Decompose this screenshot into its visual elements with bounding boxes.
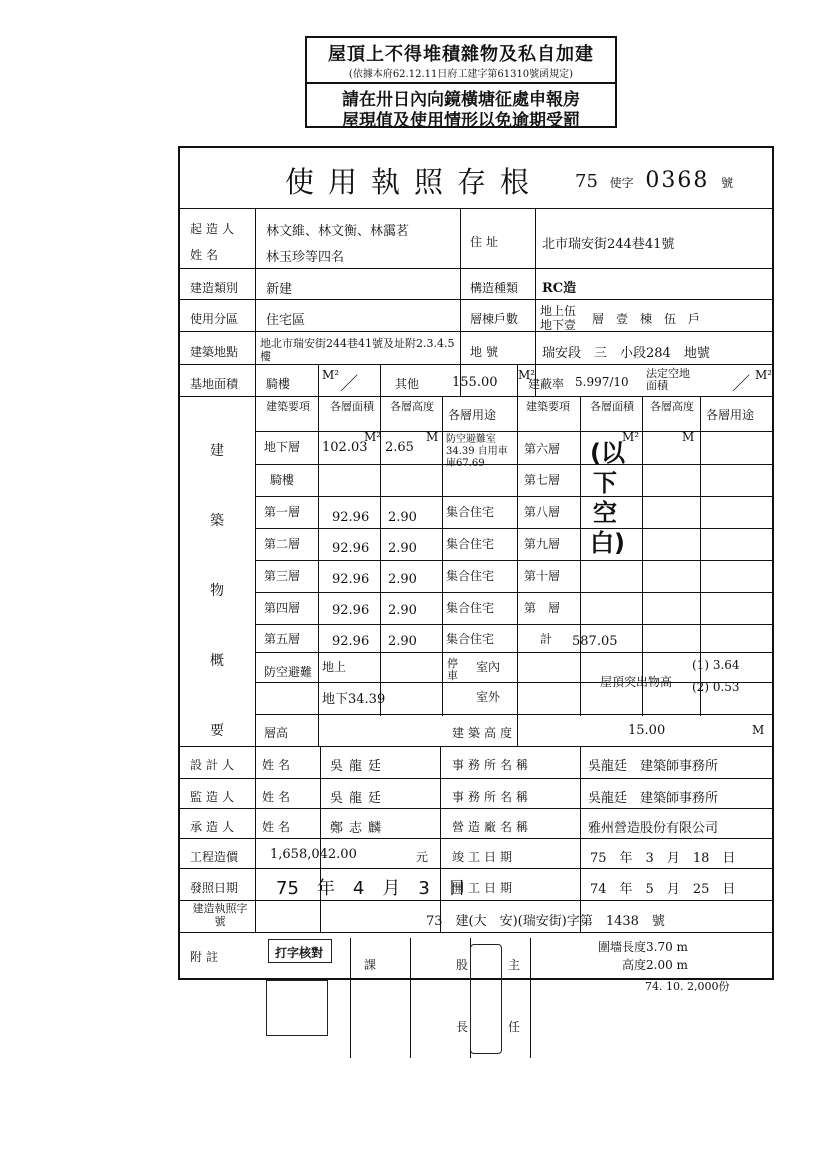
factory-name: 雅州營造股份有限公司 xyxy=(588,821,719,836)
col-line xyxy=(410,938,411,1058)
floor-height: 2.90 xyxy=(388,634,417,649)
name-label: 姓名 xyxy=(190,248,223,262)
notes-label: 附註 xyxy=(190,950,223,964)
parking-outdoor: 室外 xyxy=(476,690,501,704)
shelter-above: 地上 xyxy=(322,660,347,674)
floor-area: 102.03 xyxy=(322,440,368,455)
col-line xyxy=(442,396,443,716)
header-item-right: 建築要項 xyxy=(526,400,570,413)
right-floor-label: 第七層 xyxy=(524,473,561,487)
unit-m2: M² xyxy=(364,430,382,444)
office-label: 事務所名稱 xyxy=(452,758,533,772)
structure-label: 構造種類 xyxy=(470,281,519,295)
ratio-value: 5.997/10 xyxy=(575,375,629,389)
right-floor-label: 第九層 xyxy=(524,537,561,551)
type-check-text: 打字核對 xyxy=(275,946,324,960)
supervisor-office: 吳龍廷 建築師事務所 xyxy=(588,791,719,806)
wall-height: 高度2.00 m xyxy=(622,958,688,972)
unit-m2: M² xyxy=(518,368,536,382)
ratio-label: 建蔽率 xyxy=(528,377,565,391)
floor-height: 2.90 xyxy=(388,603,417,618)
row-line xyxy=(255,528,772,529)
header-item: 建築要項 xyxy=(266,400,310,413)
designer-office: 吳龍廷 建築師事務所 xyxy=(588,759,719,774)
print-footer: 74. 10. 2,000份 xyxy=(645,980,730,993)
right-floor-label: 第六層 xyxy=(524,442,561,456)
office-label: 事務所名稱 xyxy=(452,790,533,804)
row-line xyxy=(180,299,772,300)
floor-use: 防空避難室34.39 自用車庫67.69 xyxy=(446,434,508,469)
title-row xyxy=(180,148,772,209)
floor-height: 2.90 xyxy=(388,541,417,556)
roof-value-2: (2) 0.53 xyxy=(692,680,740,694)
parking-label: 停車 xyxy=(447,657,458,682)
floor-height: 2.90 xyxy=(388,510,417,525)
name-field-label: 姓名 xyxy=(262,820,295,834)
floors-below: 地下壹 xyxy=(540,318,577,332)
license-number: 73 建(大 安)(瑞安街)字第 1438 號 xyxy=(426,914,665,929)
floor-label: 地下層 xyxy=(264,440,301,454)
unit-m2: M² xyxy=(622,430,640,444)
header-use: 各層用途 xyxy=(448,408,497,422)
unit-m: M xyxy=(426,430,439,444)
zone-label: 使用分區 xyxy=(190,312,239,326)
col-line xyxy=(535,208,536,396)
floors-label: 層棟戶數 xyxy=(470,312,519,326)
col-line xyxy=(320,746,321,932)
arcade-label: 騎樓 xyxy=(266,377,291,391)
permit-no: 0368 xyxy=(645,168,710,193)
cost-label: 工程造價 xyxy=(190,850,239,864)
seal-stamp xyxy=(266,980,328,1036)
col-line xyxy=(380,364,381,716)
sign-label: 主 xyxy=(508,958,521,972)
roof-notice xyxy=(305,36,617,131)
start-date: 74 年 5 月 25 日 xyxy=(590,882,736,897)
floor-label: 第四層 xyxy=(264,601,301,615)
row-line xyxy=(180,746,772,747)
sign-label: 課 xyxy=(364,958,377,972)
open-space-label: 法定空地面積 xyxy=(646,367,690,392)
type-check-stamp xyxy=(268,939,332,963)
applicant-line-2: 林玉珍等四名 xyxy=(266,250,345,265)
contractor-label: 承造人 xyxy=(190,820,239,834)
notice-line-4: 屋現值及使用情形以免逾期受罰 xyxy=(342,111,580,131)
build-type-value: 新建 xyxy=(266,282,293,297)
sign-label: 長 xyxy=(456,1020,469,1034)
floor-height: 2.90 xyxy=(388,572,417,587)
structure-value: RC造 xyxy=(542,281,577,296)
floor-use: 集合住宅 xyxy=(446,537,495,551)
col-line xyxy=(530,938,531,1058)
roof-label: 屋頂突出物高 xyxy=(600,675,673,689)
col-line xyxy=(255,208,256,746)
issue-label: 發照日期 xyxy=(190,881,239,895)
right-floor-label: 第八層 xyxy=(524,505,561,519)
right-floor-label: 第十層 xyxy=(524,569,561,583)
sign-label: 股 xyxy=(456,958,469,972)
floor-use: 集合住宅 xyxy=(446,569,495,583)
floor-area: 92.96 xyxy=(332,603,370,618)
site-area-label: 基地面積 xyxy=(190,377,239,391)
permit-suffix: 號 xyxy=(721,176,734,190)
location-value: 地北市瑞安街244巷41號及址附2.3.4.5樓 xyxy=(260,337,455,363)
notice-divider xyxy=(307,82,615,84)
permit-stub-form xyxy=(178,146,774,980)
row-line xyxy=(180,396,772,397)
chop-stamp xyxy=(470,944,502,1054)
completion-label: 竣工日期 xyxy=(452,850,517,864)
license-label: 建造執照字號 xyxy=(192,902,248,928)
col-line xyxy=(642,396,643,716)
floor-use: 集合住宅 xyxy=(446,505,495,519)
designer-name: 吳龍廷 xyxy=(330,759,388,774)
header-use-right: 各層用途 xyxy=(706,408,755,422)
row-line xyxy=(255,714,772,715)
col-line xyxy=(255,746,256,932)
floors-rest: 層 壹 棟 伍 戶 xyxy=(592,312,701,326)
row-line xyxy=(255,560,772,561)
right-floor-label: 計 xyxy=(540,632,553,646)
name-field-label: 姓名 xyxy=(262,790,295,804)
floor-height: 2.65 xyxy=(385,440,414,455)
supervisor-label: 監造人 xyxy=(190,790,239,804)
layer-height-label: 層高 xyxy=(264,726,289,740)
row-line xyxy=(255,592,772,593)
shelter-below: 地下34.39 xyxy=(322,692,386,707)
row-line xyxy=(255,496,772,497)
floors-above: 地上伍 xyxy=(540,304,577,318)
floor-use: 集合住宅 xyxy=(446,632,495,646)
header-area: 各層面積 xyxy=(330,400,374,413)
floor-area: 92.96 xyxy=(332,541,370,556)
address-label: 住址 xyxy=(470,235,503,249)
floor-label: 騎樓 xyxy=(270,473,295,487)
col-line xyxy=(350,938,351,1058)
lot-label: 地號 xyxy=(470,345,503,359)
row-line xyxy=(180,331,772,332)
floor-label: 第三層 xyxy=(264,569,301,583)
row-line xyxy=(255,624,772,625)
unit-m2: M² xyxy=(322,368,340,382)
floor-label: 第二層 xyxy=(264,537,301,551)
floor-label: 第五層 xyxy=(264,632,301,646)
cost-unit: 元 xyxy=(416,850,429,864)
cost-value: 1,658,042.00 xyxy=(270,847,357,862)
shelter-label: 防空避難 xyxy=(264,665,313,679)
floor-area: 92.96 xyxy=(332,572,370,587)
row-line xyxy=(180,778,772,779)
roof-value-1: (1) 3.64 xyxy=(692,658,740,672)
notice-line-1: 屋頂上不得堆積雜物及私自加建 xyxy=(328,44,594,65)
col-line xyxy=(440,746,441,932)
col-line xyxy=(517,364,518,746)
row-line xyxy=(180,868,772,869)
wall-length: 圍墻長度3.70 m xyxy=(598,940,688,954)
form-title: 使用執照存根 xyxy=(285,165,544,199)
floor-label: 第一層 xyxy=(264,505,301,519)
permit-number xyxy=(575,168,739,193)
col-line xyxy=(460,208,461,396)
unit-m: M xyxy=(752,723,765,737)
row-line xyxy=(180,808,772,809)
permit-prefix: 使字 xyxy=(609,176,634,190)
build-type-label: 建造類別 xyxy=(190,281,239,295)
contractor-name: 鄭志麟 xyxy=(330,821,388,836)
right-floor-label: 第 層 xyxy=(524,601,561,615)
header-area-right: 各層面積 xyxy=(590,400,634,413)
row-line xyxy=(255,431,772,432)
unit-m2: M² xyxy=(755,368,773,382)
supervisor-name: 吳龍廷 xyxy=(330,791,388,806)
parking-indoor: 室內 xyxy=(476,660,501,674)
row-line xyxy=(180,932,772,933)
sign-label: 任 xyxy=(508,1020,521,1034)
header-height-right: 各層高度 xyxy=(650,400,694,413)
header-height: 各層高度 xyxy=(390,400,434,413)
col-line xyxy=(318,364,319,746)
row-line xyxy=(255,652,772,653)
factory-label: 營造廠名稱 xyxy=(452,820,533,834)
issue-date: 75 年 4 月 3 日 xyxy=(276,878,466,899)
notice-line-3: 請在卅日內向鏡橫塘征處申報房 xyxy=(342,90,580,110)
other-value: 155.00 xyxy=(452,375,498,390)
signature-block xyxy=(350,938,552,1058)
row-line xyxy=(180,268,772,269)
applicant-label: 起造人 xyxy=(190,222,239,236)
below-blank-note: (以下空白) xyxy=(590,439,625,557)
row-line xyxy=(180,364,772,365)
floor-area: 92.96 xyxy=(332,510,370,525)
location-label: 建築地點 xyxy=(190,345,239,359)
slash-mark: ／ xyxy=(732,374,750,395)
name-field-label: 姓名 xyxy=(262,758,295,772)
designer-label: 設計人 xyxy=(190,758,239,772)
unit-m: M xyxy=(682,430,695,444)
section-label: 建築物概要 xyxy=(210,443,224,739)
start-label: 開工日期 xyxy=(452,881,517,895)
applicant-line-1: 林文維、林文衡、林靄茗 xyxy=(266,224,410,239)
col-line xyxy=(580,396,581,716)
permit-year: 75 xyxy=(575,171,598,192)
total-area: 587.05 xyxy=(572,634,618,649)
zone-value: 住宅區 xyxy=(266,313,306,328)
lot-value: 瑞安段 三 小段284 地號 xyxy=(542,346,710,361)
other-label: 其他 xyxy=(395,377,420,391)
col-line xyxy=(580,746,581,932)
address-value: 北市瑞安街244巷41號 xyxy=(542,237,675,252)
floor-area: 92.96 xyxy=(332,634,370,649)
slash-mark: ／ xyxy=(340,374,358,395)
row-line xyxy=(180,900,772,901)
building-height-label: 建築高度 xyxy=(452,726,517,740)
completion-date: 75 年 3 月 18 日 xyxy=(590,851,736,866)
floor-use: 集合住宅 xyxy=(446,601,495,615)
building-height-value: 15.00 xyxy=(628,723,666,738)
notice-line-2: (依據本府62.12.11日府工建字第61310號函規定) xyxy=(348,69,574,80)
row-line xyxy=(180,838,772,839)
